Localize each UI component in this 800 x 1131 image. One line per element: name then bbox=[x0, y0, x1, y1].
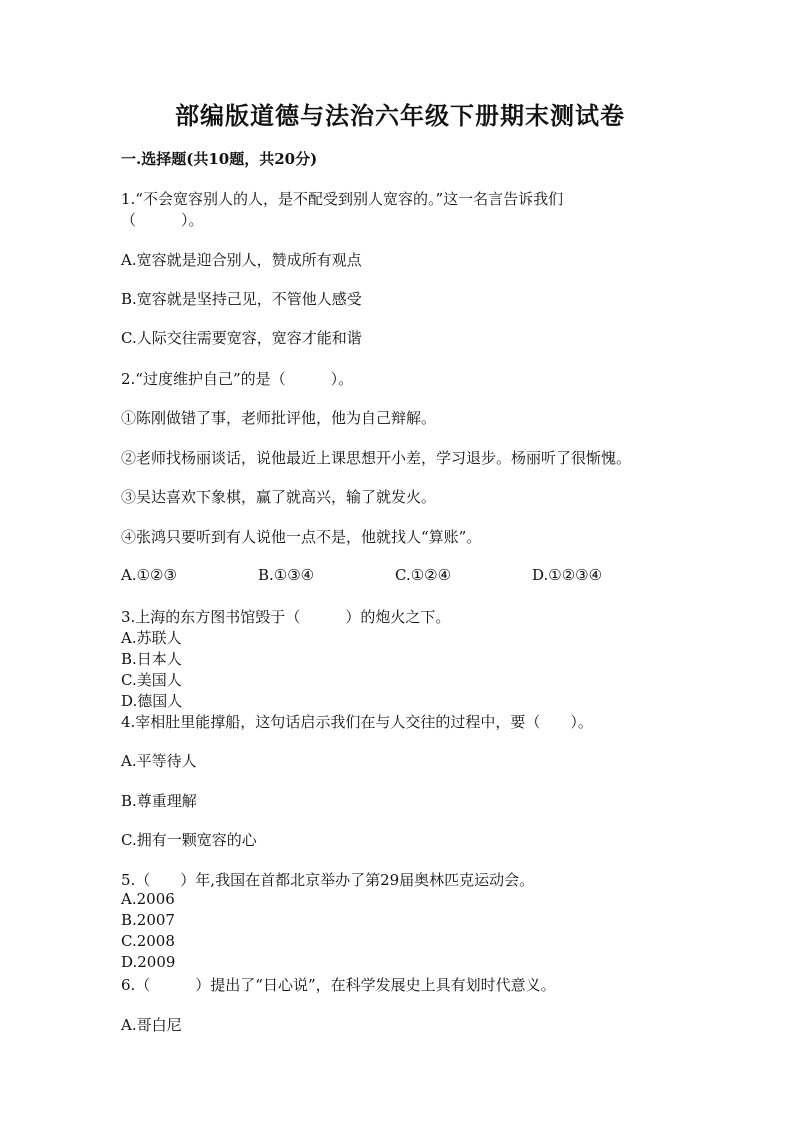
q5-stem: 5.（ ）年,我国在首都北京举办了第29届奥林匹克运动会。 bbox=[121, 871, 535, 889]
q4-option-c: C.拥有一颗宽容的心 bbox=[121, 831, 257, 849]
q2-statement-2: ②老师找杨丽谈话，说他最近上课思想开小差，学习退步。杨丽听了很惭愧。 bbox=[121, 449, 632, 467]
q5-option-b: B.2007 bbox=[121, 911, 175, 929]
q3-option-b: B.日本人 bbox=[121, 650, 182, 668]
q2-statement-3: ③吴达喜欢下象棋，赢了就高兴，输了就发火。 bbox=[121, 488, 437, 506]
q5-option-a: A.2006 bbox=[121, 890, 175, 908]
q3-option-c: C.美国人 bbox=[121, 671, 182, 689]
q2-statement-4: ④张鸿只要听到有人说他一点不是，他就找人“算账”。 bbox=[121, 528, 482, 546]
q2-option-a: A.①②③ bbox=[121, 566, 177, 584]
q6-stem: 6.（ ）提出了“日心说”，在科学发展史上具有划时代意义。 bbox=[121, 976, 556, 994]
q2-option-b: B.①③④ bbox=[258, 566, 315, 584]
exam-title: 部编版道德与法治六年级下册期末测试卷 bbox=[175, 101, 625, 130]
q4-option-b: B.尊重理解 bbox=[121, 792, 197, 810]
q3-option-d: D.德国人 bbox=[121, 692, 183, 710]
q5-option-c: C.2008 bbox=[121, 932, 175, 950]
q1-stem: 1.“不会宽容别人的人，是不配受到别人宽容的。”这一名言告诉我们 bbox=[121, 190, 564, 208]
q1-stem-blank: （ ）。 bbox=[121, 211, 204, 229]
q1-option-a: A.宽容就是迎合别人，赞成所有观点 bbox=[121, 251, 362, 269]
q2-statement-1: ①陈刚做错了事，老师批评他，他为自己辩解。 bbox=[121, 409, 437, 427]
section-heading: 一.选择题(共10题，共20分) bbox=[121, 150, 318, 168]
q1-option-c: C.人际交往需要宽容，宽容才能和谐 bbox=[121, 329, 362, 347]
q5-option-d: D.2009 bbox=[121, 953, 176, 971]
q2-option-d: D.①②③④ bbox=[532, 566, 603, 584]
q2-stem: 2.“过度维护自己”的是（ ）。 bbox=[121, 370, 354, 388]
q1-option-b: B.宽容就是坚持己见，不管他人感受 bbox=[121, 290, 362, 308]
q3-stem: 3.上海的东方图书馆毁于（ ）的炮火之下。 bbox=[121, 608, 451, 626]
q4-stem: 4.宰相肚里能撑船，这句话启示我们在与人交往的过程中，要（ ）。 bbox=[121, 713, 593, 731]
q4-option-a: A.平等待人 bbox=[121, 752, 197, 770]
q2-option-c: C.①②④ bbox=[395, 566, 452, 584]
q6-option-a: A.哥白尼 bbox=[121, 1016, 182, 1034]
q3-option-a: A.苏联人 bbox=[121, 629, 182, 647]
